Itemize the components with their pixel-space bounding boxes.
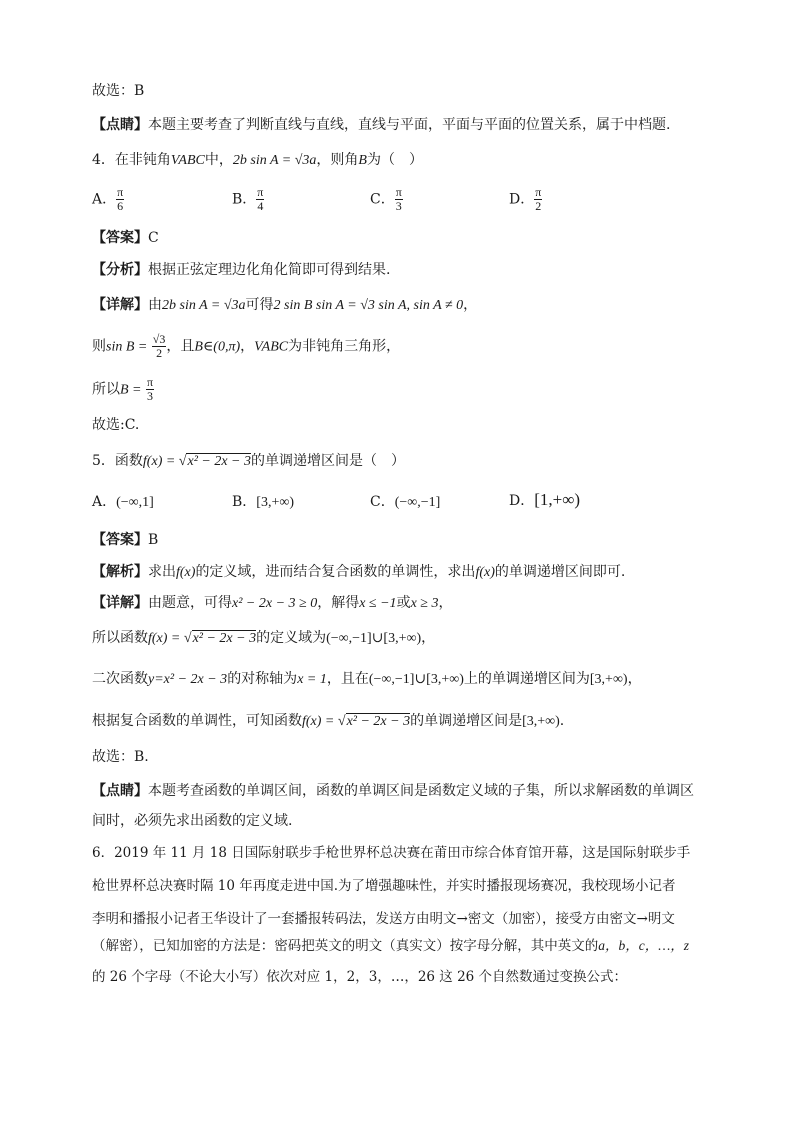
- equation: x = 1: [297, 672, 327, 687]
- fraction: [534, 186, 542, 213]
- text: ，: [438, 595, 453, 611]
- question-4-stem: [92, 151, 423, 170]
- text: 间时，必须先求出函数的定义域.: [92, 813, 293, 829]
- domain-set: (−∞,−1]∪[3,+∞): [326, 631, 422, 646]
- tag-dianjing: 【点睛】: [92, 783, 148, 799]
- option-label: D．: [509, 191, 535, 208]
- fraction: [152, 333, 167, 360]
- q4-choice: [92, 416, 139, 434]
- inequality: x² − 2x − 3 ≥ 0: [232, 596, 318, 611]
- inequality: x ≤ −1: [359, 596, 397, 611]
- function-name: f(x) =: [142, 454, 179, 469]
- text: 的定义域为: [256, 630, 327, 646]
- text: 的定义域，进而结合复合函数的单调性，求出: [195, 564, 476, 580]
- text: 求出: [148, 564, 176, 580]
- text: 的单调递增区间是（ ）: [251, 453, 406, 469]
- q5-detail-line-3: [92, 670, 642, 689]
- option-value: [3,+∞): [256, 495, 294, 510]
- function-name: f(x): [475, 565, 495, 580]
- interval: B∈(0,π): [194, 339, 241, 355]
- text: ，: [240, 338, 255, 355]
- text: 由: [148, 297, 162, 313]
- text: ，则角: [316, 152, 359, 168]
- option-label: B．: [232, 494, 257, 510]
- text: 所以: [92, 381, 120, 398]
- question-5-stem: 5．函数f(x) = √x² − 2x − 3的单调递增区间是（ ）: [92, 453, 406, 469]
- q5-analysis: [92, 563, 625, 582]
- text: 则: [92, 338, 106, 355]
- option-label: D．: [509, 493, 535, 509]
- triangle-symbol: VABC: [254, 339, 289, 355]
- text: ，且在: [326, 671, 369, 687]
- denominator: 2: [535, 199, 542, 213]
- q4-detail-line-2: [92, 333, 400, 360]
- tag-detail: 【详解】: [92, 297, 148, 313]
- text: 为非钝角三角形，: [288, 338, 401, 355]
- text: 所以函数: [92, 630, 148, 646]
- tag-analysis: 【解析】: [92, 564, 148, 580]
- equation: 2 sin B sin A = √3 sin A, sin A ≠ 0: [273, 298, 464, 313]
- function-name: f(x) =: [148, 631, 184, 646]
- q4-detail-line-3: [92, 376, 154, 403]
- text: 二次函数: [92, 671, 148, 687]
- function-name: f(x): [176, 565, 196, 580]
- letters: a，b，c，…，z: [598, 938, 689, 953]
- denominator: 2: [156, 346, 163, 360]
- option-value: (−∞,1]: [116, 495, 154, 510]
- fraction: [116, 186, 124, 213]
- question-6-line-2: [92, 877, 676, 895]
- text: 李明和播报小记者王华设计了一套播报转码法，发送方由明文→密文（加密），接受方由密文→明文: [92, 911, 675, 927]
- text: 枪世界杯总决赛时隔 10 年再度走进中国.为了增强趣味性，并实时播报现场赛况，我校现场小记者: [92, 878, 676, 894]
- text: 故选：B: [92, 83, 145, 99]
- text: ，: [421, 630, 436, 646]
- q4-analysis: [92, 261, 390, 279]
- text: 故选：B.: [92, 749, 149, 765]
- q5-option-c: [370, 493, 440, 512]
- text: 6．2019 年 11 月 18 日国际射联步手枪世界杯总决赛在莆田市综合体育馆开幕，这是国际射联步手: [92, 845, 691, 861]
- inequality: x ≥ 3: [410, 596, 439, 611]
- denominator: 3: [395, 199, 402, 213]
- text: 4．在非钝角: [92, 152, 171, 168]
- text: 根据正弦定理边化角化简即可得到结果.: [148, 262, 391, 278]
- fraction: [395, 186, 403, 213]
- interval: [3,+∞): [589, 672, 628, 687]
- tag-analysis: 【分析】: [92, 262, 148, 278]
- text: 5．函数: [92, 453, 143, 469]
- fraction: [256, 186, 264, 213]
- equation: sin B =: [106, 339, 148, 355]
- question-6-line-1: [92, 844, 690, 862]
- q4-option-d: [509, 186, 542, 213]
- text: 本题主要考查了判断直线与直线，直线与平面，平面与平面的位置关系，属于中档题.: [148, 117, 671, 133]
- option-value: [1,+∞): [534, 490, 581, 509]
- text: （解密），已知加密的方法是：密码把英文的明文（真实文）按字母分解，其中英文的: [92, 938, 599, 954]
- q5-comment-line-2: [92, 812, 292, 830]
- q4-option-c: [370, 186, 403, 213]
- question-6-line-5: [92, 968, 627, 986]
- radicand: x² − 2x − 3: [346, 714, 411, 729]
- q4-option-b: [232, 186, 264, 213]
- numerator: π: [257, 185, 264, 199]
- text: ，: [627, 671, 642, 687]
- text: 本题考查函数的单调区间，函数的单调区间是函数定义域的子集，所以求解函数的单调区: [148, 783, 694, 799]
- denominator: 3: [146, 389, 153, 403]
- text: ，: [463, 297, 478, 313]
- equation: 2b sin A = √3a: [232, 153, 317, 168]
- text: 或: [396, 595, 411, 611]
- equation: 2b sin A = √3a: [162, 298, 246, 313]
- tag-detail: 【详解】: [92, 595, 148, 611]
- radicand: x² − 2x − 3: [187, 454, 252, 469]
- variable: B: [358, 153, 367, 168]
- domain-set: (−∞,−1]∪[3,+∞): [368, 672, 464, 687]
- tag-answer: 【答案】: [92, 532, 148, 548]
- numerator: π: [117, 185, 124, 199]
- answer-value: C: [148, 230, 159, 246]
- q4-option-a: [92, 186, 124, 213]
- question-6-line-4: [92, 937, 689, 955]
- text: 中，: [204, 152, 233, 168]
- text: 的 26 个字母（不论大小写）依次对应 1，2，3，…，26 这 26 个自然数通过变换公式：: [92, 969, 628, 985]
- text: 为（ ）: [366, 152, 423, 168]
- q5-answer: [92, 531, 158, 549]
- text: 的单调递增区间是: [410, 713, 523, 729]
- radicand: x² − 2x − 3: [192, 631, 257, 646]
- triangle-symbol: VABC: [170, 153, 205, 168]
- fraction: [146, 376, 154, 403]
- q5-option-b: [232, 493, 294, 512]
- text: 故选:C.: [92, 417, 140, 433]
- option-label: B．: [232, 191, 257, 208]
- option-label: A．: [92, 191, 117, 208]
- q5-detail-line-1: [92, 594, 452, 613]
- option-label: C．: [370, 494, 395, 510]
- text: 根据复合函数的单调性，可知函数: [92, 713, 302, 729]
- text: ，解得: [317, 595, 360, 611]
- denominator: 6: [117, 199, 124, 213]
- q5-comment-line-1: [92, 782, 694, 800]
- numerator: π: [146, 375, 154, 389]
- q5-detail-line-2: 所以函数f(x) = √x² − 2x − 3的定义域为(−∞,−1]∪[3,+∞)，: [92, 630, 436, 646]
- option-value: (−∞,−1]: [394, 495, 441, 510]
- tag-answer: 【答案】: [92, 230, 148, 246]
- q5-detail-line-4: 根据复合函数的单调性，可知函数f(x) = √x² − 2x − 3的单调递增区间是[3,+∞).: [92, 713, 565, 729]
- text: 由题意，可得: [148, 595, 232, 611]
- question-6-line-3: [92, 910, 675, 928]
- text: 的对称轴为: [227, 671, 298, 687]
- option-label: C．: [370, 191, 395, 208]
- q4-answer: [92, 229, 159, 247]
- denominator: 4: [257, 199, 264, 213]
- option-label: A．: [92, 494, 117, 510]
- numerator: π: [395, 185, 402, 199]
- equation: B =: [120, 382, 142, 398]
- tag-dianjing: 【点睛】: [92, 117, 148, 133]
- text: 上的单调递增区间为: [463, 671, 590, 687]
- comment-line: [92, 116, 670, 134]
- q5-choice: [92, 748, 149, 766]
- answer-choice-line: [92, 82, 144, 100]
- text: 的单调递增区间即可.: [494, 564, 626, 580]
- q5-option-d: [509, 491, 580, 510]
- text: 可得: [245, 297, 274, 313]
- text: ，且: [166, 338, 195, 355]
- function-name: f(x) =: [302, 714, 338, 729]
- q5-option-a: [92, 493, 154, 512]
- equation: y=x² − 2x − 3: [148, 672, 228, 687]
- text: .: [559, 713, 565, 729]
- answer-value: B: [148, 532, 159, 548]
- q4-detail-line-1: [92, 296, 477, 315]
- numerator: √3: [152, 332, 166, 346]
- interval: [3,+∞): [522, 714, 560, 729]
- numerator: π: [535, 185, 542, 199]
